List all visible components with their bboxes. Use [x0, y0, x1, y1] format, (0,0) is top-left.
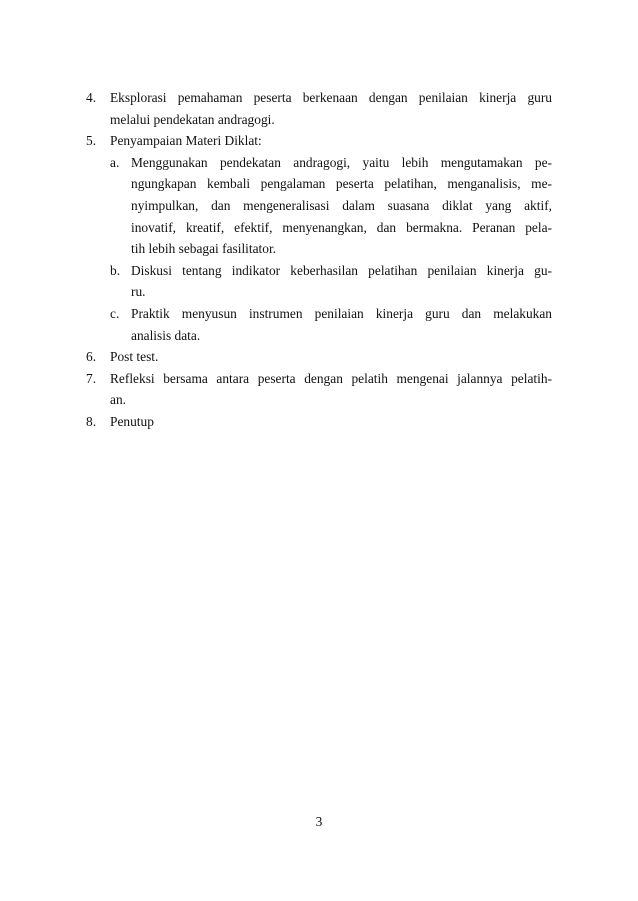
- list-item-number: 7.: [86, 370, 97, 386]
- list-item-5: [86, 130, 552, 346]
- list-item-text: [110, 346, 552, 368]
- sub-list-item-letter: c.: [110, 305, 120, 321]
- sub-list-item-letter: a.: [110, 154, 120, 170]
- text-line: Menggunakan pendekatan andragogi, yaitu lebih mengutamakan pe-: [131, 154, 552, 170]
- list-item-text: [110, 411, 552, 433]
- activity-list: [86, 87, 552, 433]
- list-item-text: [110, 368, 552, 411]
- text-line: melalui pendekatan andragogi.: [110, 111, 275, 127]
- text-line: Penyampaian Materi Diklat:: [110, 133, 262, 149]
- list-item-number: 4.: [86, 90, 97, 105]
- text-line: Post test.: [110, 349, 159, 365]
- text-line: inovatif, kreatif, efektif, menyenangkan, dan bermakna. Peranan pela-: [131, 219, 552, 235]
- list-item-number: 5.: [86, 133, 97, 149]
- list-item-number: 6.: [86, 349, 97, 365]
- list-item-text: [110, 87, 552, 130]
- sub-list-item-a: [110, 152, 552, 260]
- list-item-8: [86, 411, 552, 433]
- text-line: Diskusi tentang indikator keberhasilan pelatihan penilaian kinerja gu-: [131, 262, 552, 278]
- text-line: analisis data.: [131, 327, 201, 343]
- text-line: tih lebih sebagai fasilitator.: [131, 241, 277, 257]
- text-line: nyimpulkan, dan mengeneralisasi dalam suasana diklat yang aktif,: [131, 197, 552, 213]
- sub-list-item-text: [131, 260, 552, 303]
- list-item-text: [110, 130, 552, 346]
- text-line: an.: [110, 392, 126, 408]
- sub-list: [110, 152, 552, 346]
- list-item-6: [86, 346, 552, 368]
- sub-list-item-b: [110, 260, 552, 303]
- text-line: Penutup: [110, 413, 154, 429]
- text-line: ru.: [131, 284, 146, 300]
- page-number: 3: [315, 814, 323, 829]
- text-line: Refleksi bersama antara peserta dengan pelatih mengenai jalannya pelatih-: [110, 370, 552, 386]
- sub-list-item-c: [110, 303, 552, 346]
- text-line: Praktik menyusun instrumen penilaian kinerja guru dan melakukan: [131, 305, 552, 321]
- text-line: Eksplorasi pemahaman peserta berkenaan dengan penilaian kinerja guru: [110, 90, 552, 105]
- list-item-7: [86, 368, 552, 411]
- list-item-number: 8.: [86, 413, 97, 429]
- text-line: ngungkapan kembali pengalaman peserta pelatihan, menganalisis, me-: [131, 176, 552, 192]
- sub-list-item-text: [131, 152, 552, 260]
- sub-list-item-text: [131, 303, 552, 346]
- list-item-4: [86, 87, 552, 130]
- sub-list-item-letter: b.: [110, 262, 121, 278]
